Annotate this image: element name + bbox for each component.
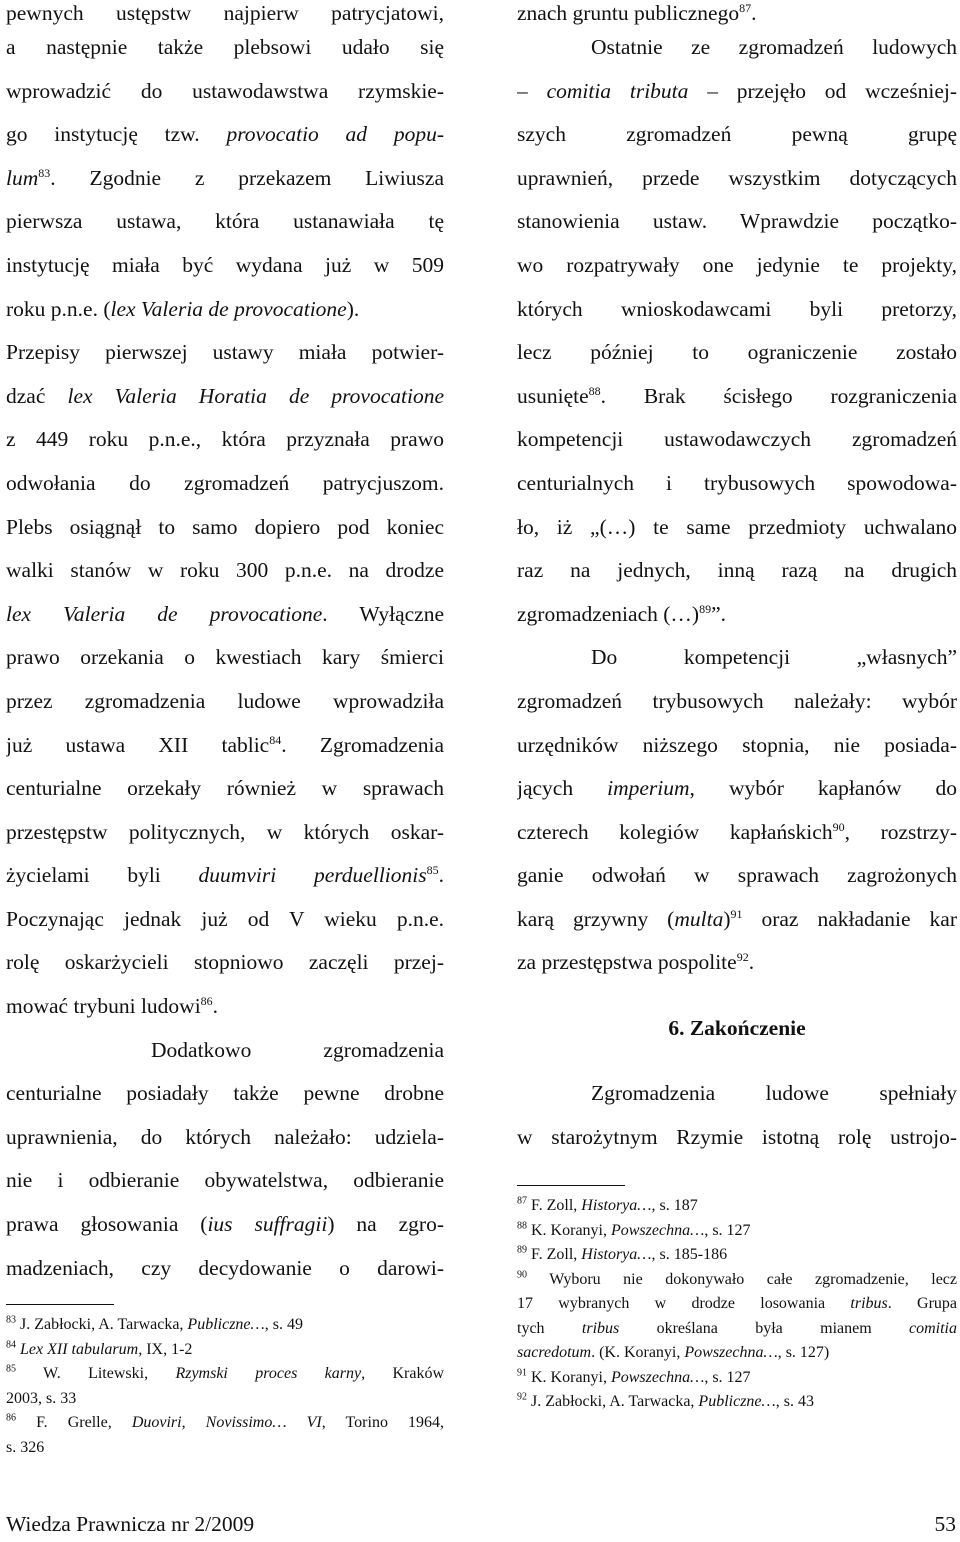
text-line — [6, 1362, 444, 1387]
footnote-ref: , s. 49 — [264, 1316, 303, 1334]
footnote-ref: ) na zgro- — [327, 1212, 444, 1237]
text-line — [517, 898, 957, 942]
footnote-ref: F. Grelle, — [16, 1414, 132, 1432]
footnote-ref: 87 — [517, 1195, 527, 1207]
text-run: lex Valeria de provocatione — [6, 601, 323, 626]
right-footnotes — [517, 1194, 957, 1415]
footnote-ref: zgromadzeniach (…) — [517, 601, 700, 626]
text-line — [517, 1366, 957, 1391]
footnote-ref: za przestępstwa pospolite — [517, 950, 737, 975]
footnote-ref: , rozstrzy- — [844, 819, 957, 844]
footnote-ref: Przepisy pierwszej ustawy miała potwier- — [6, 340, 444, 365]
text-line — [517, 288, 957, 332]
text-line — [6, 767, 444, 811]
right-body-text — [517, 0, 957, 985]
footnote-ref: , Kraków — [361, 1365, 444, 1383]
text-line — [517, 1243, 957, 1268]
text-run: Powszechna… — [684, 1344, 778, 1362]
text-line — [517, 724, 957, 768]
footnote-ref: tych — [517, 1319, 582, 1337]
footnote-ref: 88 — [517, 1220, 527, 1232]
text-line — [517, 1072, 957, 1116]
footnote-ref: Zgromadzenia ludowe spełniały — [591, 1081, 957, 1106]
footnote-ref: czterech kolegiów kapłańskich — [517, 819, 833, 844]
text-line — [6, 288, 444, 332]
text-line — [517, 1341, 957, 1366]
footnote-ref: F. Zoll, — [527, 1197, 582, 1215]
text-line — [6, 418, 444, 462]
footnote-ref: uprawnień, przede wszystkim dotyczących — [517, 165, 957, 190]
footnote-ref: 84 — [6, 1339, 16, 1351]
text-line — [517, 1317, 957, 1342]
footnote-ref: mować trybuni ludowi — [6, 994, 201, 1019]
footnote-ref: J. Zabłocki, A. Tarwacka, — [527, 1393, 699, 1411]
footnote-ref: 90 — [517, 1269, 527, 1281]
footnote-ref: prawo orzekania o kwestiach kary śmierci — [6, 645, 444, 670]
footnote-ref: 85 — [6, 1363, 16, 1375]
footnote-ref: . — [748, 950, 755, 975]
text-run: comitia — [909, 1319, 957, 1337]
footnote-ref: 17 wybranych w drodze losowania — [517, 1295, 851, 1313]
footnote-ref: , s. 43 — [775, 1393, 814, 1411]
footnote-ref: . — [212, 994, 219, 1019]
footnote-ref: rolę oskarżycieli stopniowo zaczęli przej- — [6, 950, 444, 975]
footnote-ref: lecz później to ograniczenie zostało — [517, 340, 957, 365]
footnote-ref: centurialne orzekały również w sprawach — [6, 776, 444, 801]
text-line — [517, 1194, 957, 1219]
footnote-ref: IX, 1-2 — [142, 1340, 193, 1358]
text-line — [6, 462, 444, 506]
text-line — [517, 1292, 957, 1317]
text-line — [517, 854, 957, 898]
text-line — [517, 0, 957, 26]
text-line — [6, 1387, 444, 1412]
footnote-ref: . Wyłączne — [322, 601, 444, 626]
footnote-ref: 84 — [269, 732, 282, 747]
text-line — [517, 331, 957, 375]
text-run: lum — [6, 165, 39, 190]
text-run: lex Valeria de provocatione — [110, 296, 347, 321]
footnote-rule — [517, 1185, 625, 1186]
footnote-ref: 89 — [517, 1244, 527, 1256]
footnote-ref: w starożytnym Rzymie istotną rolę ustrojo- — [517, 1124, 957, 1149]
text-line — [6, 244, 444, 288]
text-line — [6, 941, 444, 985]
text-line — [6, 811, 444, 855]
text-line — [6, 854, 444, 898]
footnote-ref: kompetencji ustawodawczych zgromadzeń — [517, 427, 957, 452]
footnote-ref: prawa głosowania ( — [6, 1212, 208, 1237]
footnote-ref: Plebs osiągnął to samo dopiero pod koniec — [6, 514, 444, 539]
text-run: Rzymski proces karny — [175, 1365, 362, 1383]
footnote-ref: 2003, s. 33 — [6, 1389, 77, 1407]
footnote-ref: uprawnienia, do których należało: udziela- — [6, 1124, 444, 1149]
footnote-ref: karą grzywny ( — [517, 906, 675, 931]
footnote-ref: . Grupa — [887, 1295, 957, 1313]
footnote-ref: przez zgromadzenia ludowe wprowadziła — [6, 688, 444, 713]
section-heading: 6. Zakończenie — [668, 1016, 806, 1041]
text-line — [6, 1436, 444, 1461]
footnote-ref: , Torino 1964, — [321, 1414, 444, 1432]
text-line — [6, 680, 444, 724]
text-run: comitia tributa — [546, 78, 689, 103]
text-line — [6, 1411, 444, 1436]
footnote-ref: z 449 roku p.n.e., która przyznała prawo — [6, 427, 444, 452]
text-line — [517, 418, 957, 462]
text-line — [517, 157, 957, 201]
footnote-ref: 90 — [832, 819, 845, 834]
footnote-ref: 92 — [736, 950, 749, 965]
footnote-ref: centurialne posiadały także pewne drobne — [6, 1081, 444, 1106]
left-column — [6, 0, 444, 1460]
footnote-ref: . Zgromadzenia — [281, 732, 444, 757]
footnote-ref: , s. 185-186 — [651, 1246, 728, 1264]
text-line — [517, 1268, 957, 1293]
text-line — [6, 898, 444, 942]
footnote-ref: , wybór kapłanów do — [689, 776, 957, 801]
footnote-ref: 92 — [517, 1391, 527, 1403]
text-run: Publiczne… — [187, 1316, 265, 1334]
text-line — [6, 724, 444, 768]
footnote-ref: pierwsza ustawa, która ustanawiała tę — [6, 209, 444, 234]
footnote-ref: . Brak ścisłego rozgraniczenia — [600, 383, 957, 408]
footnote-ref: ło, iż „(…) te same przedmioty uchwalano — [517, 514, 957, 539]
footnote-ref: , s. 187 — [651, 1197, 698, 1215]
footnote-ref: W. Litewski, — [16, 1365, 176, 1383]
page-footer — [6, 1512, 956, 1542]
text-run: Historya… — [581, 1197, 652, 1215]
text-line — [517, 941, 957, 985]
footnote-ref: określana była mianem — [619, 1319, 909, 1337]
footnote-ref: s. 326 — [6, 1438, 45, 1456]
text-run: sacredotum — [517, 1344, 592, 1362]
right-column — [517, 0, 957, 1415]
footnote-ref: jących — [517, 776, 608, 801]
footnote-ref: oraz nakładanie kar — [742, 906, 957, 931]
footnote-ref: dzać — [6, 383, 68, 408]
text-line — [517, 1390, 957, 1415]
text-line — [517, 244, 957, 288]
footnote-ref: 85 — [426, 863, 439, 878]
text-run: lex Valeria Horatia de provocatione — [67, 383, 444, 408]
text-run: Powszechna… — [610, 1368, 705, 1386]
text-line — [517, 1219, 957, 1244]
footnote-ref: madzeniach, czy decydowanie o darowi- — [6, 1255, 444, 1280]
footnote-ref: K. Koranyi, — [527, 1368, 611, 1386]
text-run: Historya… — [581, 1246, 652, 1264]
footnote-ref: Dodatkowo zgromadzenia — [151, 1037, 444, 1062]
footnote-ref: odwołania do zgromadzeń patrycjuszom. — [6, 470, 444, 495]
footnote-ref: – — [517, 78, 547, 103]
text-line — [517, 636, 957, 680]
footnote-ref: 83 — [38, 165, 51, 180]
footnote-ref: ”. — [711, 601, 726, 626]
footnote-ref: ) — [723, 906, 731, 931]
text-run: Publiczne… — [698, 1393, 776, 1411]
footnote-ref: walki stanów w roku 300 p.n.e. na drodze — [6, 558, 444, 583]
footnote-ref: . (K. Koranyi, — [591, 1344, 685, 1362]
footnote-ref: raz na jednych, inną razą na drugich — [517, 558, 957, 583]
footnote-ref: Do kompetencji „własnych” — [591, 645, 957, 670]
text-line — [517, 1116, 957, 1160]
text-line — [6, 26, 444, 70]
footnote-ref: życielami byli — [6, 863, 199, 888]
footnote-ref: , s. 127 — [704, 1221, 751, 1239]
footnote-ref: , s. 127 — [704, 1368, 751, 1386]
text-line — [517, 200, 957, 244]
footnote-ref: wprowadzić do ustawodawstwa rzymskie- — [6, 78, 444, 103]
text-line — [6, 1203, 444, 1247]
text-line — [517, 680, 957, 724]
footnote-rule — [6, 1304, 114, 1305]
text-line — [6, 113, 444, 157]
text-line — [517, 26, 957, 70]
footnote-ref: Wyboru nie dokonywało całe zgromadzenie, lecz — [527, 1270, 957, 1288]
left-body-text — [6, 0, 444, 1290]
text-line — [6, 70, 444, 114]
footnote-ref: J. Zabłocki, A. Tarwacka, — [16, 1316, 188, 1334]
text-line — [6, 1159, 444, 1203]
text-line — [6, 331, 444, 375]
text-line — [6, 1116, 444, 1160]
footnote-ref: Poczynając jednak już od V wieku p.n.e. — [6, 906, 444, 931]
footnote-ref: K. Koranyi, — [527, 1221, 611, 1239]
text-line — [6, 1072, 444, 1116]
footnote-ref: ganie odwołań w sprawach zagrożonych — [517, 863, 957, 888]
text-line — [517, 375, 957, 419]
footnote-ref: F. Zoll, — [527, 1246, 582, 1264]
footnote-ref: ). — [346, 296, 360, 321]
footnote-ref: urzędników niższego stopnia, nie posiada- — [517, 732, 957, 757]
footnote-ref: wo rozpatrywały one jedynie te projekty, — [517, 252, 957, 277]
conclusion-text — [517, 1072, 957, 1159]
text-run: ius suffragii — [207, 1212, 328, 1237]
footnote-ref: 83 — [6, 1314, 16, 1326]
footnote-ref: 86 — [200, 993, 213, 1008]
text-line — [6, 1313, 444, 1338]
footnote-ref: 91 — [517, 1367, 527, 1379]
text-line — [6, 593, 444, 637]
text-line — [6, 1338, 444, 1363]
footnote-ref: . — [438, 863, 444, 888]
footnote-ref: , s. 127) — [777, 1344, 830, 1362]
text-line — [6, 200, 444, 244]
text-run: Duoviri — [131, 1414, 182, 1432]
text-line — [6, 636, 444, 680]
footnote-ref: szych zgromadzeń pewną grupę — [517, 122, 957, 147]
text-line — [6, 549, 444, 593]
footnote-ref: usunięte — [517, 383, 589, 408]
footnote-ref: 91 — [730, 906, 743, 921]
text-run: Lex XII tabularum, — [20, 1340, 143, 1358]
footnote-ref: , — [181, 1414, 206, 1432]
text-line — [6, 0, 444, 26]
text-run: tribus — [850, 1295, 888, 1313]
text-run: multa — [674, 906, 724, 931]
footnote-ref: go instytucję tzw. — [6, 122, 227, 147]
footnote-ref: a następnie także plebsowi udało się — [6, 35, 444, 59]
footnote-ref: 88 — [588, 383, 601, 398]
footnote-ref: stanowienia ustaw. Wprawdzie początko- — [517, 209, 957, 234]
text-line — [6, 1029, 444, 1073]
text-line — [6, 985, 444, 1029]
footnote-ref: 89 — [699, 601, 712, 616]
text-line — [517, 462, 957, 506]
text-run: provocatio ad popu- — [226, 122, 444, 147]
text-line — [517, 506, 957, 550]
text-run: imperium — [607, 776, 690, 801]
text-line — [517, 549, 957, 593]
footnote-ref: centurialnych i trybusowych spowodowa- — [517, 470, 957, 495]
text-run: Novissimo… VI — [205, 1414, 322, 1432]
text-run: Powszechna… — [610, 1221, 705, 1239]
footnote-ref: których wnioskodawcami byli pretorzy, — [517, 296, 957, 321]
text-line — [6, 375, 444, 419]
text-line — [517, 70, 957, 114]
footnote-ref: 86 — [6, 1412, 16, 1424]
footnote-ref: . Zgodnie z przekazem Liwiusza — [50, 165, 444, 190]
text-line — [517, 811, 957, 855]
footnote-ref: Ostatnie ze zgromadzeń ludowych — [591, 35, 957, 59]
text-line — [6, 1247, 444, 1291]
footnote-ref: . — [751, 1, 757, 25]
text-line — [517, 767, 957, 811]
footnote-ref: – przejęło od wcześniej- — [688, 78, 957, 103]
footnote-ref: już ustawa XII tablic — [6, 732, 270, 757]
text-line — [6, 157, 444, 201]
footnote-ref: zgromadzeń trybusowych należały: wybór — [517, 688, 957, 713]
footnote-ref: pewnych ustępstw najpierw patrycjatowi, — [6, 1, 444, 25]
left-footnotes — [6, 1313, 444, 1460]
footnote-ref: przestępstw politycznych, w których oskar- — [6, 819, 444, 844]
text-run: tribus — [581, 1319, 620, 1337]
footnote-ref: roku p.n.e. ( — [6, 296, 111, 321]
page-number: 53 — [934, 1512, 956, 1536]
text-line — [6, 506, 444, 550]
footnote-ref: instytucję miała być wydana już w 509 — [6, 252, 444, 277]
footnote-ref: nie i odbieranie obywatelstwa, odbieranie — [6, 1168, 444, 1193]
text-line — [517, 113, 957, 157]
journal-title: Wiedza Prawnicza nr 2/2009 — [6, 1512, 255, 1536]
text-line — [517, 593, 957, 637]
footnote-ref: 87 — [739, 0, 752, 15]
footnote-ref: znach gruntu publicznego — [517, 1, 740, 25]
text-run: duumviri perduellionis — [198, 863, 427, 888]
